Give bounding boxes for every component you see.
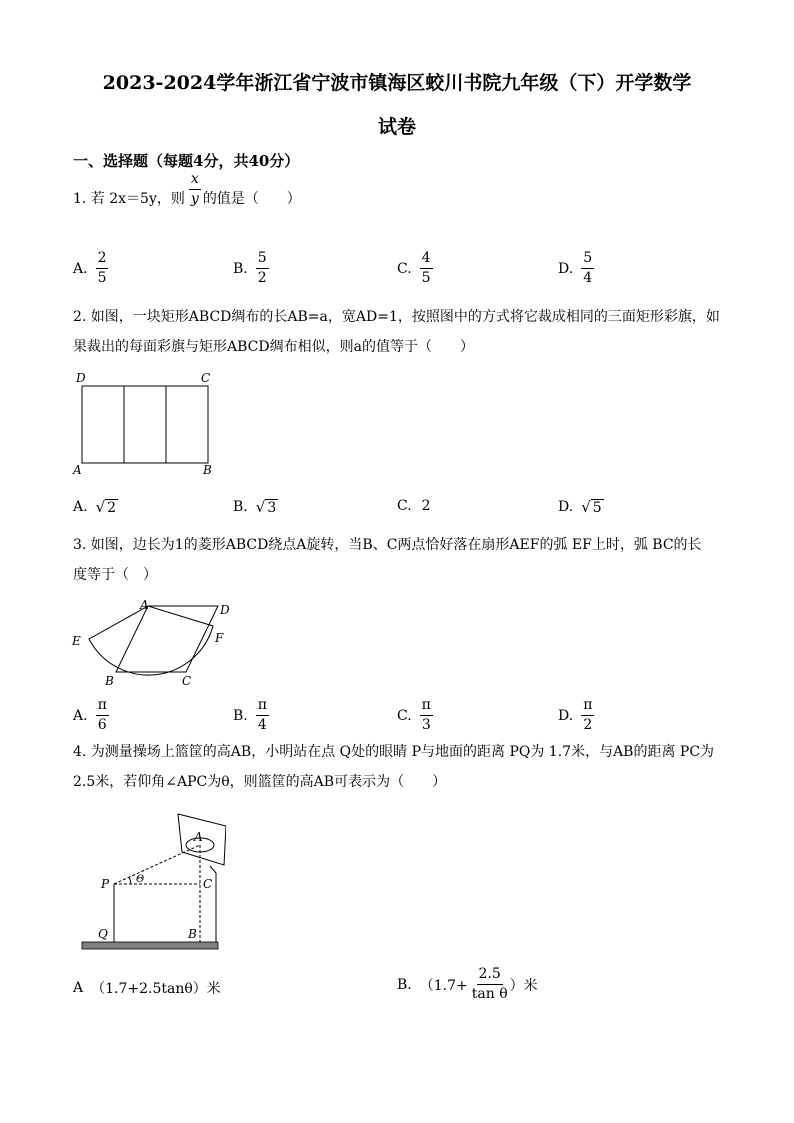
q1-option-d[interactable] bbox=[558, 250, 594, 287]
q4-ground bbox=[82, 942, 218, 949]
q4-figure-basketball-hoop bbox=[76, 810, 226, 955]
q4-option-a-text: （1.7+2.5tanθ）米 bbox=[91, 981, 221, 997]
q4-angle-arc bbox=[129, 877, 131, 884]
q2-option-a[interactable]: A. √ 2 bbox=[73, 498, 117, 516]
q1-option-c-num: 4 bbox=[420, 250, 433, 269]
q4-label-a: A bbox=[194, 830, 203, 844]
q3-label-f: F bbox=[215, 631, 224, 645]
q1-option-c[interactable] bbox=[397, 250, 433, 287]
q2-option-d-value: 5 bbox=[592, 500, 602, 516]
q1-option-d-num: 5 bbox=[581, 250, 594, 269]
q1-option-a[interactable] bbox=[73, 250, 108, 287]
paper-title-line1: 2023-2024学年浙江省宁波市镇海区蛟川书院九年级（下）开学数学 bbox=[102, 72, 692, 94]
q2-rect-outline bbox=[82, 386, 208, 463]
q3-option-c-num: π bbox=[420, 697, 433, 716]
q3-option-d-num: π bbox=[581, 697, 594, 716]
q3-line2: 度等于（ ） bbox=[73, 567, 157, 583]
q2-label-d: D bbox=[76, 371, 86, 385]
q2-option-d[interactable]: D. √ 5 bbox=[558, 498, 602, 516]
q2-figure-rectangle bbox=[70, 368, 220, 478]
q3-option-c-den: 3 bbox=[421, 717, 431, 733]
q3-option-b-den: 4 bbox=[257, 717, 267, 733]
q4-option-b-prefix: （1.7+ bbox=[419, 977, 468, 994]
q4-label-theta: Θ bbox=[136, 874, 145, 885]
q3-label-d: D bbox=[220, 603, 230, 617]
question-4-stem bbox=[73, 737, 723, 797]
q2-option-a-value: 2 bbox=[107, 500, 117, 516]
q1-option-a-num: 2 bbox=[96, 250, 109, 269]
q3-option-b-label: B. bbox=[233, 707, 248, 724]
q2-line1: 2. 如图，一块矩形ABCD绸布的长AB=a，宽AD=1，按照图中的方式将它裁成相同的三面矩形彩旗，如 bbox=[73, 309, 720, 325]
q2-option-c-value: 2 bbox=[421, 498, 431, 514]
q3-option-d-den: 2 bbox=[583, 717, 593, 733]
q2-option-c-label: C. bbox=[397, 498, 412, 514]
q1-option-c-label: C. bbox=[397, 260, 412, 277]
q3-line1: 3. 如图，边长为1的菱形ABCD绕点A旋转，当B、C两点恰好落在扇形AEF的弧 EF上时，弧 BC的长 bbox=[73, 537, 702, 553]
q3-label-c: C bbox=[182, 674, 192, 688]
question-2-stem bbox=[73, 302, 723, 362]
q1-option-b-label: B. bbox=[233, 260, 248, 277]
q4-pole-arm bbox=[210, 866, 216, 873]
q4-line1: 4. 为测量操场上篮筐的高AB，小明站在点 Q处的眼睛 P与地面的距离 PQ为 1.7米，与AB的距离 PC为 bbox=[73, 744, 715, 760]
q2-line2: 果裁出的每面彩旗与矩形ABCD绸布相似，则a的值等于（ ） bbox=[73, 339, 474, 355]
question-1-stem bbox=[73, 170, 301, 208]
section-heading: 一、选择题（每题4分，共40分） bbox=[73, 152, 300, 170]
q1-prefix: 1. 若 2x＝5y，则 bbox=[73, 191, 185, 207]
q1-suffix: 的值是（ ） bbox=[202, 191, 301, 207]
q3-option-b[interactable] bbox=[233, 697, 269, 734]
q1-option-d-den: 4 bbox=[583, 270, 593, 286]
q3-figure-rhombus-sector bbox=[68, 596, 243, 691]
q4-option-b-label: B. bbox=[397, 976, 412, 993]
q4-sight-line-pa bbox=[114, 845, 200, 884]
q1-option-b-num: 5 bbox=[256, 250, 269, 269]
q1-option-d-label: D. bbox=[558, 260, 574, 277]
q1-frac-den: y bbox=[190, 190, 199, 207]
q1-option-b-den: 2 bbox=[257, 270, 267, 286]
q2-option-b[interactable]: B. √ 3 bbox=[233, 498, 277, 516]
q4-option-a[interactable] bbox=[73, 978, 221, 998]
q3-option-c-label: C. bbox=[397, 707, 412, 724]
q3-label-b: B bbox=[105, 674, 114, 688]
q2-label-a: A bbox=[73, 463, 82, 477]
q2-option-b-value: 3 bbox=[267, 500, 277, 516]
q3-option-a-den: 6 bbox=[97, 717, 107, 733]
q1-option-a-label: A. bbox=[73, 260, 88, 277]
q3-option-a-label: A. bbox=[73, 707, 88, 724]
q2-label-b: B bbox=[203, 463, 212, 477]
q2-option-a-label: A. bbox=[73, 499, 88, 515]
q1-frac-num: x bbox=[189, 171, 201, 190]
q4-line2: 2.5米，若仰角∠APC为θ，则篮筐的高AB可表示为（ ） bbox=[73, 774, 447, 790]
q2-label-c: C bbox=[201, 371, 211, 385]
q2-option-d-label: D. bbox=[558, 499, 574, 515]
q4-option-b-den: tan θ bbox=[471, 986, 508, 1002]
q1-fraction bbox=[189, 171, 201, 208]
q3-option-d[interactable] bbox=[558, 697, 594, 734]
q4-label-c: C bbox=[203, 877, 213, 891]
q3-option-b-num: π bbox=[256, 697, 269, 716]
q4-option-b[interactable] bbox=[397, 966, 538, 1003]
q3-label-a: A bbox=[140, 598, 149, 612]
q2-option-c[interactable] bbox=[397, 498, 431, 514]
q4-label-b: B bbox=[188, 927, 197, 941]
question-3-stem bbox=[73, 530, 723, 590]
q3-sector bbox=[89, 606, 213, 675]
q3-option-a[interactable] bbox=[73, 697, 109, 734]
q4-option-b-num: 2.5 bbox=[477, 966, 503, 985]
q3-option-d-label: D. bbox=[558, 707, 574, 724]
q2-option-b-label: B. bbox=[233, 499, 248, 515]
q1-option-c-den: 5 bbox=[421, 270, 431, 286]
q4-option-a-label: A bbox=[73, 980, 84, 996]
q1-option-b[interactable] bbox=[233, 250, 269, 287]
q3-option-a-num: π bbox=[96, 697, 109, 716]
q4-option-b-suffix: ）米 bbox=[509, 977, 538, 994]
paper-title-line2: 试卷 bbox=[377, 116, 416, 138]
q3-label-e: E bbox=[72, 634, 81, 648]
q4-label-p: P bbox=[101, 877, 110, 891]
q3-option-c[interactable] bbox=[397, 697, 433, 734]
q4-label-q: Q bbox=[98, 927, 108, 941]
q1-option-a-den: 5 bbox=[97, 270, 107, 286]
